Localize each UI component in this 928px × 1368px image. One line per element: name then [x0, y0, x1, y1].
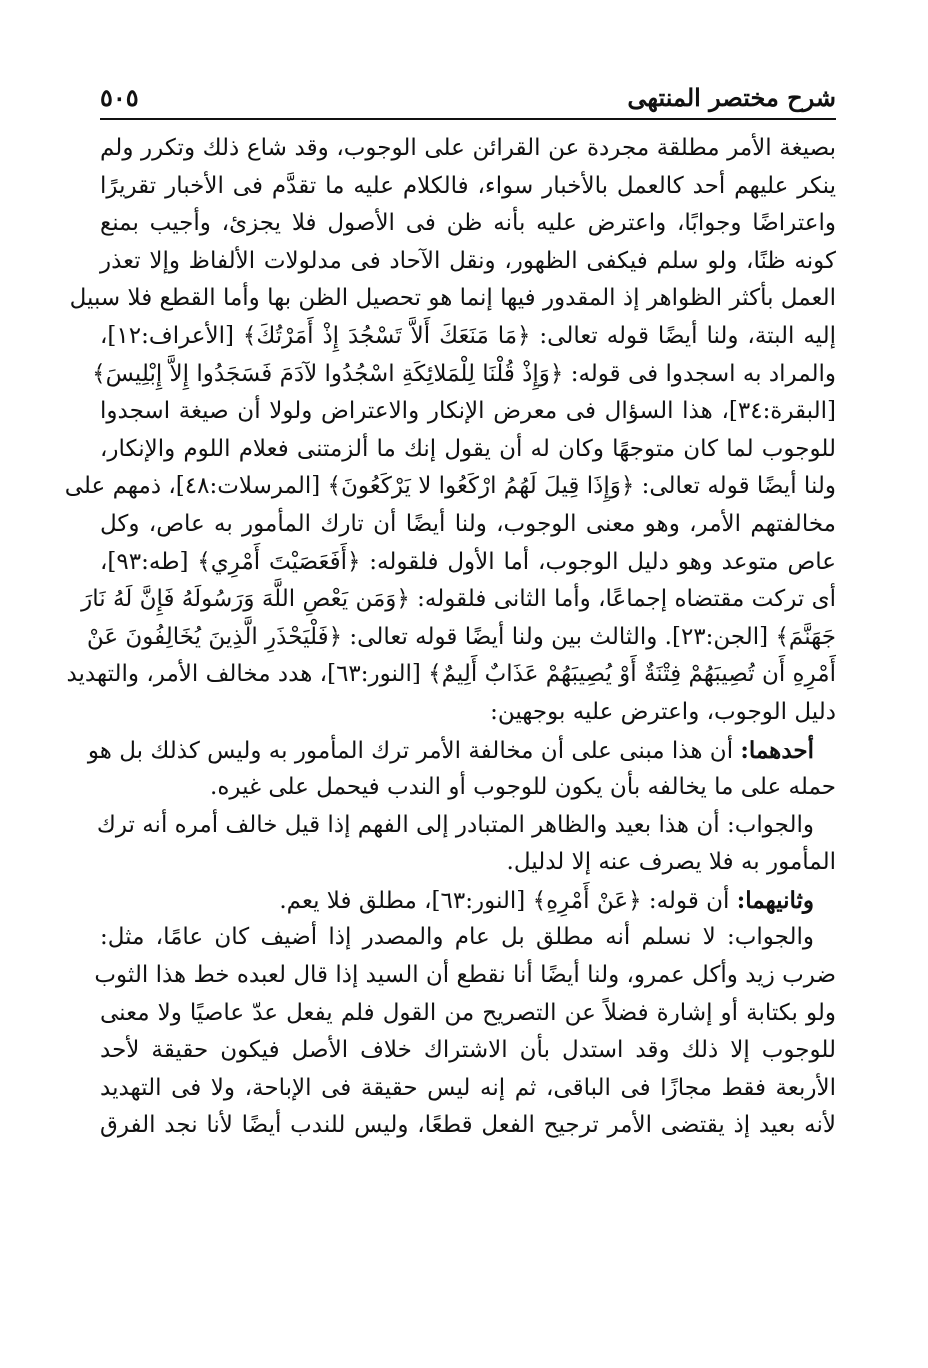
text-line: للوجوب لما كان متوجهًا وكان له أن يقول إنك ما ألزمتنى فعلام اللوم والإنكار،	[100, 435, 836, 462]
text-line: حمله على ما يخالفه بأن يكون للوجوب أو الندب فيحمل على غيره.	[210, 774, 836, 801]
page-number: ٥٠٥	[100, 83, 139, 112]
text-line: واعتراضًا وجوابًا، واعترض عليه بأنه ظن فى الأصول فلا يجزئ، وأجيب بمنع	[100, 210, 836, 237]
text-line: للوجوب إلا ذلك وقد استدل بأن الاشتراك خلاف الأصل فيكون حقيقة لأحد	[100, 1037, 836, 1064]
text-line: بصيغة الأمر مطلقة مجردة عن القرائن على الوجوب، وقد شاع ذلك وتكرر ولم	[100, 135, 836, 161]
text-line	[87, 732, 836, 770]
text-line: والجواب: لا نسلم أنه مطلق بل عام والمصدر إذا أضيف كان عامًا، مثل:	[100, 924, 814, 951]
text-line: [البقرة:٣٤]، هذا السؤال فى معرض الإنكار والاعتراض ولولا أن صيغة اسجدوا	[100, 398, 836, 425]
text-line: ضرب زيد وأكل عمرو، ولنا أيضًا أنا نقطع أن السيد إذا قال لعبده خط هذا الثوب	[94, 962, 836, 989]
text-line: المأمور به فلا يصرف عنه إلا لدليل.	[506, 849, 836, 876]
book-title: شرح مختصر المنتهى	[627, 83, 836, 112]
text-line: ينكر عليهم أحد كالعمل بالأخبار سواء، فالكلام عليه ما تقدَّم فى الأخبار تقريرًا	[100, 172, 836, 199]
text-line: أَمْرِهِ أَن تُصِيبَهُمْ فِتْنَةٌ أَوْ يُصِيبَهُمْ عَذَابٌ أَلِيمٌ﴾ [النور:٦٣]، هدد مخالف الأمر، والتهديد	[66, 661, 836, 688]
text-line: والجواب: أن هذا بعيد والظاهر المتبادر إلى الفهم إذا قيل خالف أمره أنه ترك	[96, 811, 814, 838]
text-line: والمراد به اسجدوا فى قوله: ﴿وَإِذْ قُلْنَا لِلْمَلائِكَةِ اسْجُدُوا لآدَمَ فَسَجَدُوا إِلاَّ إِبْلِيسَ﴾	[92, 360, 836, 387]
text-line: لأنه بعيد إذ يقتضى الأمر ترجيح الفعل قطعًا، وليس للندب أيضًا لأنا نجد الفرق	[100, 1112, 836, 1139]
text-line: كونه ظنًا، ولو سلم فيكفى الظهور، ونقل الآحاد فى مدلولات الألفاظ وإلا تعذر	[100, 247, 836, 274]
paragraph-lead: وثانيهما:	[736, 886, 814, 914]
text-line: ولو بكتابة أو إشارة فضلاً عن التصريح من القول فلم يفعل عدّ عاصيًا ولا معنى	[100, 999, 836, 1026]
text-line: جَهَنَّمَ﴾ [الجن:٢٣]. والثالث بين ولنا أيضًا قوله تعالى: ﴿فَلْيَحْذَرِ الَّذِينَ يُخَالِفُونَ عَنْ	[86, 623, 836, 650]
line-text: أن قوله: ﴿عَنْ أَمْرِهِ﴾ [النور:٦٣]، مطلق فلا يعم.	[279, 887, 737, 914]
running-header	[100, 80, 836, 116]
text-line: ولنا أيضًا قوله تعالى: ﴿وَإِذَا قِيلَ لَهُمُ ارْكَعُوا لا يَرْكَعُونَ﴾ [المرسلات:٤٨]، ذمهم على	[64, 473, 836, 500]
paragraph-lead: أحدهما:	[740, 736, 814, 764]
text-line: أى تركت مقتضاه إجماعًا، وأما الثانى فلقوله: ﴿وَمَن يَعْصِ اللَّهَ وَرَسُولَهُ فَإِنَّ لَهُ نَارَ	[81, 586, 836, 613]
text-line: الأربعة فقط مجازًا فى الباقى، ثم إنه ليس حقيقة فى الإباحة، ولا فى التهديد	[100, 1074, 836, 1101]
text-line: إليه البتة، ولنا أيضًا قوله تعالى: ﴿مَا مَنَعَكَ أَلاَّ تَسْجُدَ إِذْ أَمَرْتُكَ﴾ [الأعراف:١٢]،	[100, 322, 836, 349]
text-line	[100, 882, 836, 920]
text-line: العمل بأكثر الظواهر إذ المقدور فيها إنما هو تحصيل الظن بها وأما القطع فلا سبيل	[69, 285, 836, 312]
body-text	[64, 130, 836, 1145]
line-text: أن هذا مبنى على أن مخالفة الأمر ترك المأمور به وليس كذلك بل هو	[87, 737, 741, 764]
header-divider	[100, 118, 836, 120]
text-line: دليل الوجوب، واعترض عليه بوجهين:	[490, 698, 836, 725]
text-line: عاص متوعد وهو دليل الوجوب، أما الأول فلقوله: ﴿أَفَعَصَيْتَ أَمْرِي﴾ [طه:٩٣]،	[100, 548, 836, 575]
text-line: مخالفتهم الأمر، وهو معنى الوجوب، ولنا أيضًا أن تارك المأمور به عاص، وكل	[100, 510, 836, 537]
